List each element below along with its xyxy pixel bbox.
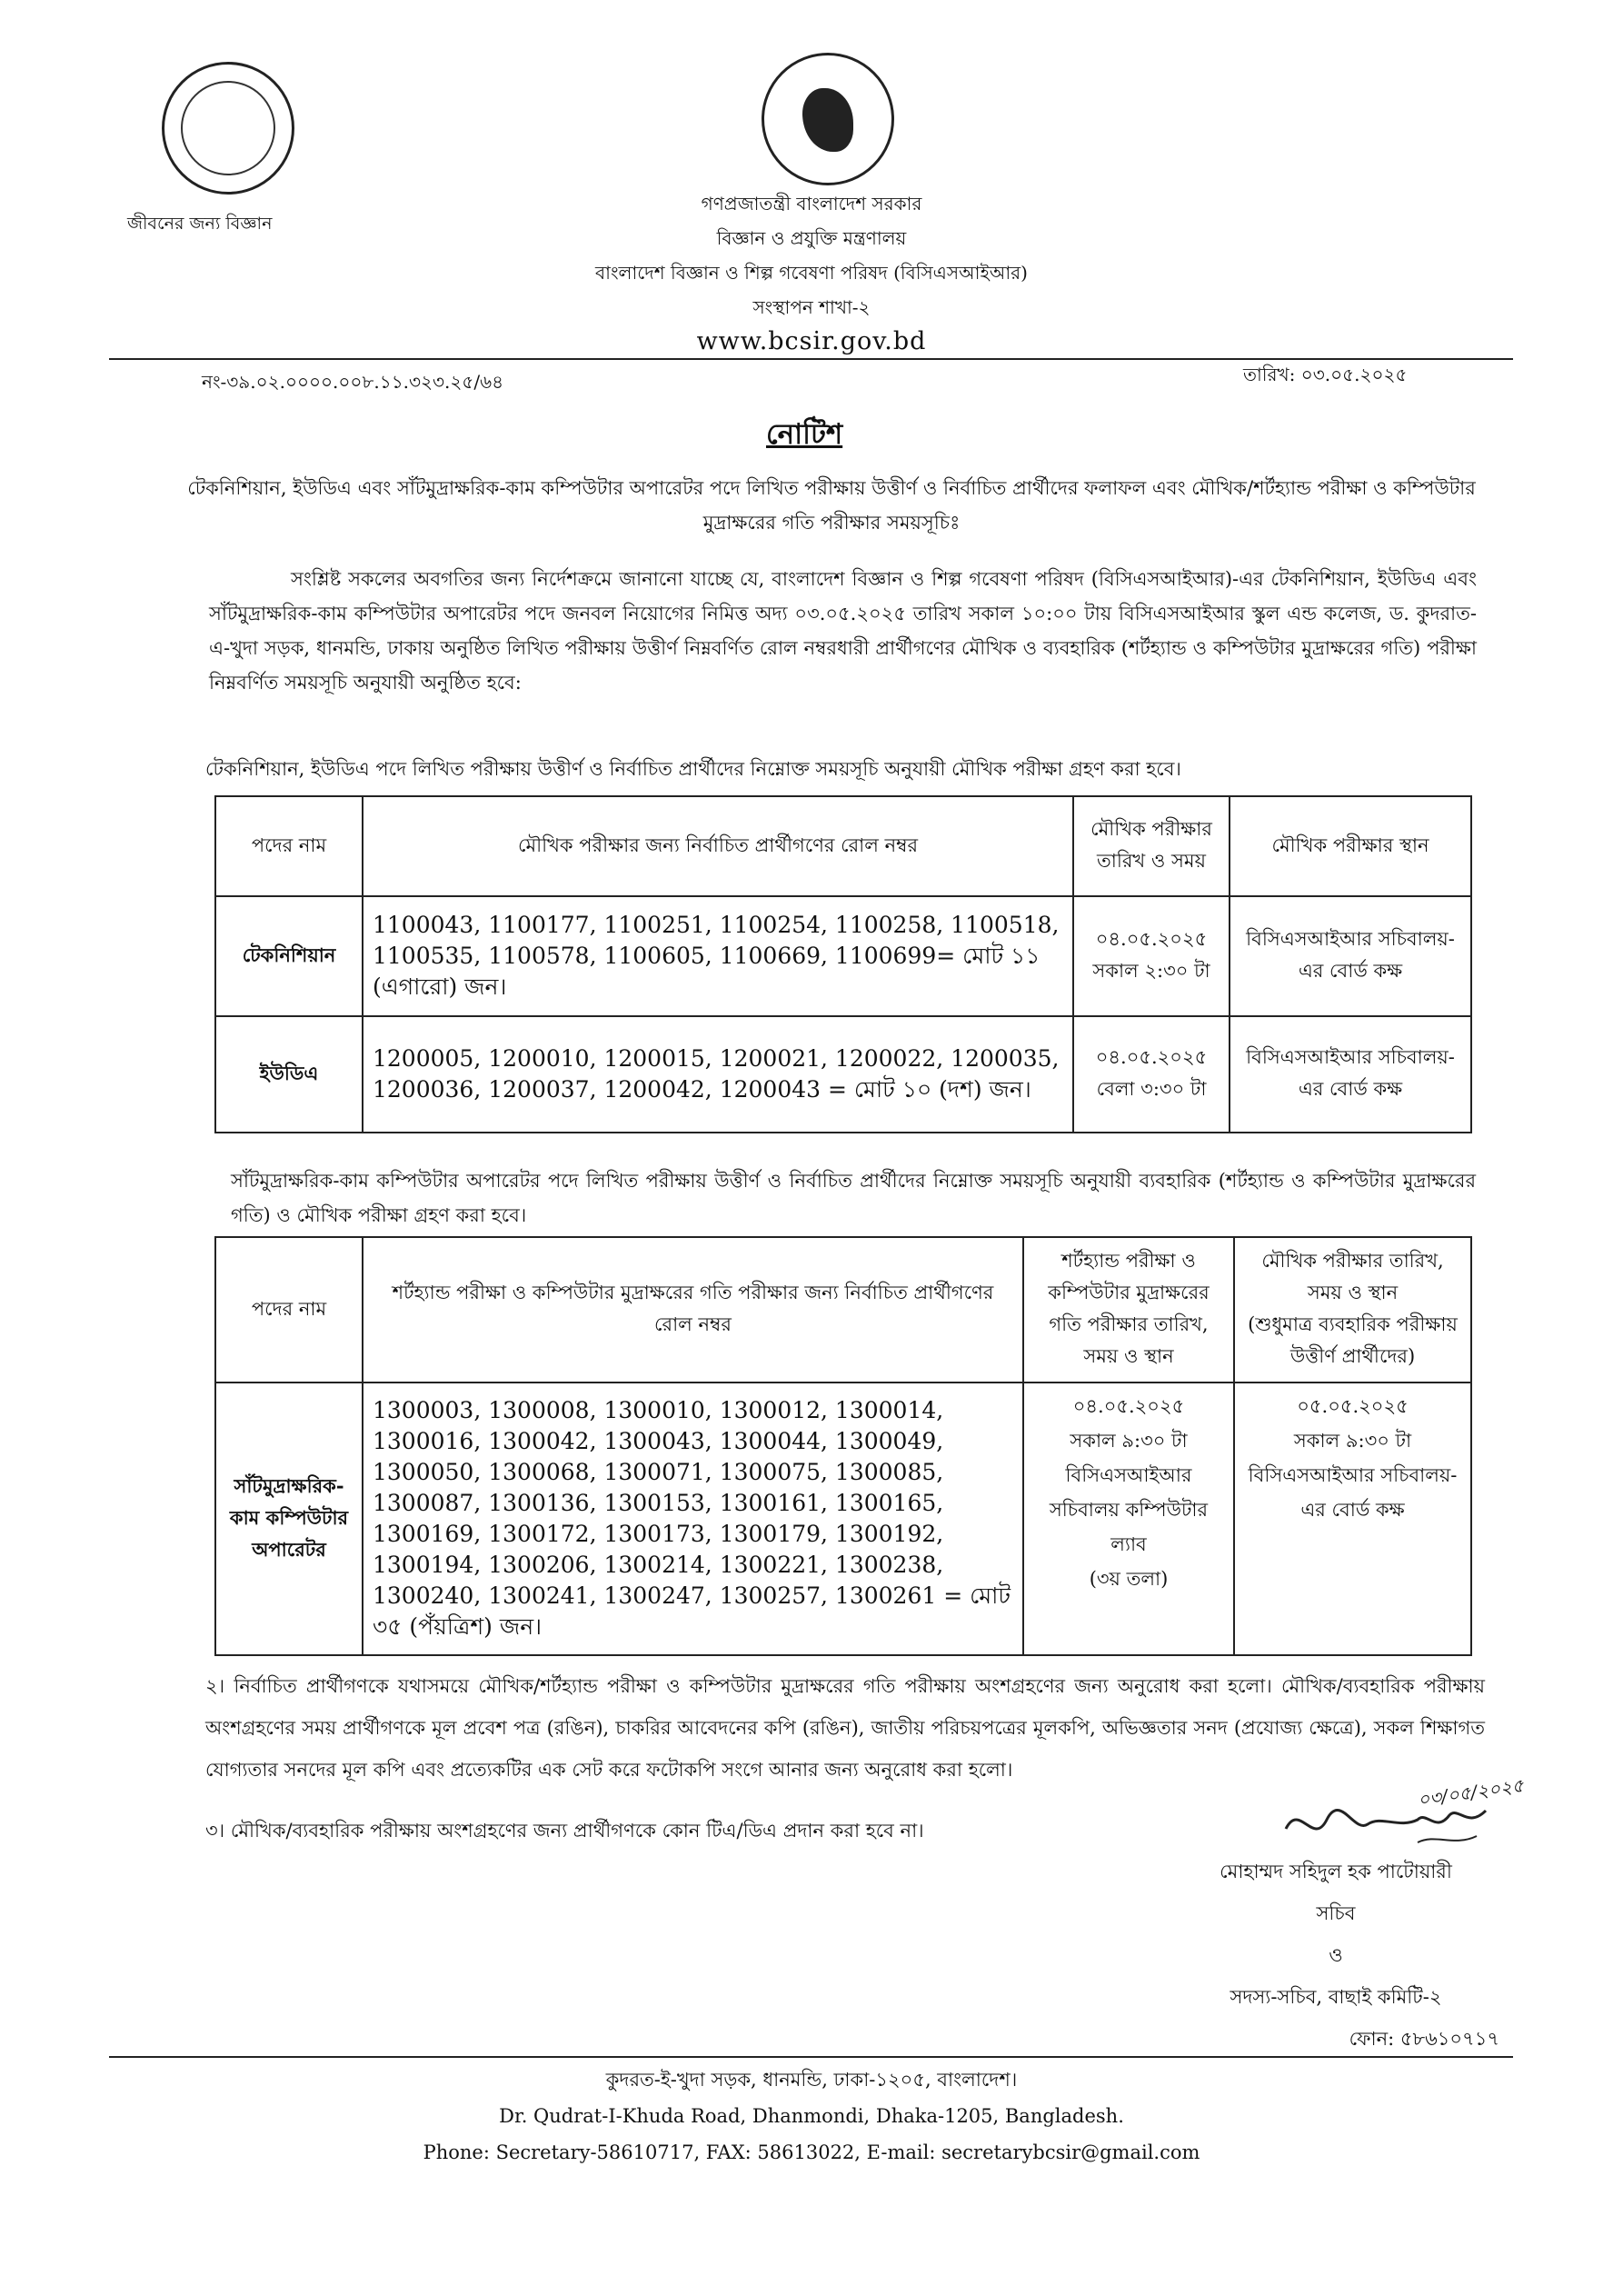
practical-schedule bbox=[1023, 1383, 1234, 1655]
header-date-time: মৌখিক পরীক্ষার তারিখ ও সময় bbox=[1073, 796, 1230, 896]
instruction-point-2: ২। নির্বাচিত প্রার্থীগণকে যথাসময়ে মৌখিক/শর্টহ্যান্ড পরীক্ষা ও কম্পিউটার মুদ্রাক্ষরের গতি পরীক্ষায় অংশগ্রহণের জন্য অনুরোধ করা হলো। মৌখিক/ব্যবহারিক পরীক্ষায় অংশগ্রহণের সময় প্রার্থীগণকে মূল প্রবেশ পত্র (রঙিন), চাকরির আবেদনের কপি (রঙিন), জাতীয় পরিচয়পত্রের মূলকপি, অভিজ্ঞতার সনদ (প্রযোজ্য ক্ষেত্রে), সকল শিক্ষাগত যোগ্যতার সনদের মূল কপি এবং প্রত্যেকটির এক সেট করে ফটোকপি সংগে আনার জন্য অনুরোধ করা হলো। bbox=[205, 1675, 1485, 1781]
left-tagline: জীবনের জন্য বিজ্ঞান bbox=[127, 214, 273, 234]
header-post: পদের নাম bbox=[215, 796, 363, 896]
gov-line-3: বাংলাদেশ বিজ্ঞান ও শিল্প গবেষণা পরিষদ (বিসিএসআইআর) bbox=[595, 262, 1028, 284]
table-row bbox=[215, 1016, 1471, 1133]
signatory-block bbox=[1163, 1851, 1508, 2060]
viva-schedule-table bbox=[214, 795, 1472, 1133]
header-divider bbox=[109, 358, 1513, 360]
website-link[interactable]: www.bcsir.gov.bd bbox=[696, 327, 927, 355]
government-header bbox=[539, 186, 1084, 359]
viva-date-time bbox=[1073, 896, 1230, 1016]
viva-date: ০৪.০৫.২০২৫ bbox=[1095, 1046, 1208, 1068]
signatory-phone: ফোন: ৫৮৬১০৭১৭ bbox=[1349, 2028, 1499, 2050]
header-practical: শর্টহ্যান্ড পরীক্ষা ও কম্পিউটার মুদ্রাক্ষরের গতি পরীক্ষার তারিখ, সময় ও স্থান bbox=[1023, 1237, 1234, 1383]
signatory-name: মোহাম্মদ সহিদুল হক পাটোয়ারী bbox=[1220, 1861, 1452, 1882]
viva-date: ০৫.০৫.২০২৫ bbox=[1297, 1395, 1409, 1417]
viva-venue: বিসিএসআইআর সচিবালয়-এর বোর্ড কক্ষ bbox=[1230, 896, 1471, 1016]
signatory-role: সদস্য-সচিব, বাছাই কমিটি-২ bbox=[1230, 1986, 1442, 2008]
practical-date: ০৪.০৫.২০২৫ bbox=[1072, 1395, 1185, 1417]
handwritten-date: ০৩/০৫/২০২৫ bbox=[1416, 1773, 1526, 1812]
bangladesh-map-icon bbox=[802, 88, 853, 152]
footer bbox=[357, 2061, 1266, 2171]
gov-line-4: সংস্থাপন শাখা-২ bbox=[752, 296, 871, 318]
roll-numbers: 1300003, 1300008, 1300010, 1300012, 1300014, 1300016, 1300042, 1300043, 1300044, 1300049, 1300050, 1300068, 1300071, 1300075, 1300085, 1300087, 1300136, 1300153, 1300161, 1300165, 1300169, 1300172, 1300173, 1300179, 1300192, 1300194, 1300206, 1300214, 1300221, 1300238, 1300240, 1300241, 1300247, 1300257, 1300261 = মোট ৩৫ (পঁয়ত্রিশ) জন। bbox=[363, 1383, 1023, 1655]
table2-intro: সাঁটমুদ্রাক্ষরিক-কাম কম্পিউটার অপারেটর পদে লিখিত পরীক্ষায় উত্তীর্ণ ও নির্বাচিত প্রার্থীদের নিম্নোক্ত সময়সূচি অনুযায়ী ব্যবহারিক (শর্টহ্যান্ড ও কম্পিউটার মুদ্রাক্ষরের গতি) ও মৌখিক পরীক্ষা গ্রহণ করা হবে। bbox=[231, 1170, 1476, 1226]
viva-time: সকাল ৯:৩০ টা bbox=[1293, 1430, 1412, 1452]
table-header-row bbox=[215, 796, 1471, 896]
roll-numbers: 1100043, 1100177, 1100251, 1100254, 1100258, 1100518, 1100535, 1100578, 1100605, 1100669, 1100699= মোট ১১ (এগারো) জন। bbox=[363, 896, 1073, 1016]
bcsir-logo-seal bbox=[162, 62, 294, 195]
notice-date: তারিখ: ০৩.০৫.২০২৫ bbox=[1243, 364, 1408, 385]
footer-address-en: Dr. Qudrat-I-Khuda Road, Dhanmondi, Dhaka-1205, Bangladesh. bbox=[499, 2105, 1124, 2127]
header-rolls: মৌখিক পরীক্ষার জন্য নির্বাচিত প্রার্থীগণের রোল নম্বর bbox=[363, 796, 1073, 896]
notice-title: নোটিশ bbox=[766, 418, 843, 451]
gov-line-1: গণপ্রজাতন্ত্রী বাংলাদেশ সরকার bbox=[701, 193, 922, 215]
header-post: পদের নাম bbox=[215, 1237, 363, 1383]
viva-date-time bbox=[1073, 1016, 1230, 1133]
signatory-designation: সচিব bbox=[1316, 1902, 1356, 1924]
viva-venue: বিসিএসআইআর সচিবালয়-এর বোর্ড কক্ষ bbox=[1230, 1016, 1471, 1133]
notice-paragraph: সংশ্লিষ্ট সকলের অবগতির জন্য নির্দেশক্রমে জানানো যাচ্ছে যে, বাংলাদেশ বিজ্ঞান ও শিল্প গবেষণা পরিষদ (বিসিএসআইআর)-এর টেকনিশিয়ান, ইউডিএ এবং সাঁটমুদ্রাক্ষরিক-কাম কম্পিউটার অপারেটর পদে জনবল নিয়োগের নিমিত্ত অদ্য ০৩.০৫.২০২৫ তারিখ সকাল ১০:০০ টায় বিসিএসআইআর স্কুল এন্ড কলেজ, ড. কুদরাত-এ-খুদা সড়ক, ধানমন্ডি, ঢাকায় অনুষ্ঠিত লিখিত পরীক্ষায় উত্তীর্ণ নিম্নবর্ণিত রোল নম্বরধারী প্রার্থীগণের মৌখিক ও ব্যবহারিক (শর্টহ্যান্ড ও কম্পিউটার মুদ্রাক্ষরের গতি) পরীক্ষা নিম্নবর্ণিত সময়সূচি অনুযায়ী অনুষ্ঠিত হবে: bbox=[209, 568, 1477, 694]
reference-number: নং-৩৯.০২.০০০০.০০৮.১১.৩২৩.২৫/৬৪ bbox=[202, 371, 504, 393]
post-name: টেকনিশিয়ান bbox=[215, 896, 363, 1016]
viva-time: সকাল ২:৩০ টা bbox=[1092, 960, 1210, 982]
viva-schedule bbox=[1234, 1383, 1471, 1655]
viva-date: ০৪.০৫.২০২৫ bbox=[1095, 928, 1208, 950]
footer-address-bn: কুদরত-ই-খুদা সড়ক, ধানমন্ডি, ঢাকা-১২০৫, বাংলাদেশ। bbox=[605, 2069, 1018, 2091]
instruction-point-3: ৩। মৌখিক/ব্যবহারিক পরীক্ষায় অংশগ্রহণের জন্য প্রার্থীগণকে কোন টিএ/ডিএ প্রদান করা হবে না। bbox=[205, 1820, 924, 1842]
header-rolls: শর্টহ্যান্ড পরীক্ষা ও কম্পিউটার মুদ্রাক্ষরের গতি পরীক্ষার জন্য নির্বাচিত প্রার্থীগণের রোল নম্বর bbox=[363, 1237, 1023, 1383]
header-viva bbox=[1234, 1237, 1471, 1383]
viva-venue: বিসিএসআইআর সচিবালয়-এর বোর্ড কক্ষ bbox=[1248, 1464, 1458, 1521]
post-name: ইউডিএ bbox=[215, 1016, 363, 1133]
header-venue: মৌখিক পরীক্ষার স্থান bbox=[1230, 796, 1471, 896]
table-row bbox=[215, 896, 1471, 1016]
practical-floor: (৩য় তলা) bbox=[1089, 1568, 1169, 1590]
signatory-and: ও bbox=[1329, 1944, 1343, 1966]
government-seal bbox=[762, 53, 894, 185]
viva-time: বেলা ৩:৩০ টা bbox=[1096, 1078, 1207, 1100]
table1-intro: টেকনিশিয়ান, ইউডিএ পদে লিখিত পরীক্ষায় উত্তীর্ণ ও নির্বাচিত প্রার্থীদের নিম্নোক্ত সময়সূচি অনুযায়ী মৌখিক পরীক্ষা গ্রহণ করা হবে। bbox=[205, 758, 1181, 780]
practical-time: সকাল ৯:৩০ টা bbox=[1070, 1430, 1188, 1452]
roll-numbers: 1200005, 1200010, 1200015, 1200021, 1200022, 1200035, 1200036, 1200037, 1200042, 1200043 = মোট ১০ (দশ) জন। bbox=[363, 1016, 1073, 1133]
post-name: সাঁটমুদ্রাক্ষরিক-কাম কম্পিউটার অপারেটর bbox=[215, 1383, 363, 1655]
table-row bbox=[215, 1383, 1471, 1655]
header-viva-title: মৌখিক পরীক্ষার তারিখ, সময় ও স্থান bbox=[1261, 1250, 1444, 1303]
notice-subject: টেকনিশিয়ান, ইউডিএ এবং সাঁটমুদ্রাক্ষরিক-কাম কম্পিউটার অপারেটর পদে লিখিত পরীক্ষায় উত্তীর্ণ ও নির্বাচিত প্রার্থীদের ফলাফল এবং মৌখিক/শর্টহ্যান্ড পরীক্ষা ও কম্পিউটার মুদ্রাক্ষরের গতি পরীক্ষার সময়সূচিঃ bbox=[187, 477, 1476, 534]
header-viva-note: (শুধুমাত্র ব্যবহারিক পরীক্ষায় উত্তীর্ণ প্রার্থীদের) bbox=[1248, 1313, 1458, 1367]
practical-schedule-table bbox=[214, 1236, 1472, 1656]
footer-divider bbox=[109, 2056, 1513, 2058]
practical-venue: বিসিএসআইআর সচিবালয় কম্পিউটার ল্যাব bbox=[1049, 1464, 1209, 1555]
gov-line-2: বিজ্ঞান ও প্রযুক্তি মন্ত্রণালয় bbox=[716, 227, 907, 249]
footer-contact: Phone: Secretary-58610717, FAX: 58613022, E-mail: secretarybcsir@gmail.com bbox=[423, 2141, 1200, 2163]
table-header-row bbox=[215, 1237, 1471, 1383]
